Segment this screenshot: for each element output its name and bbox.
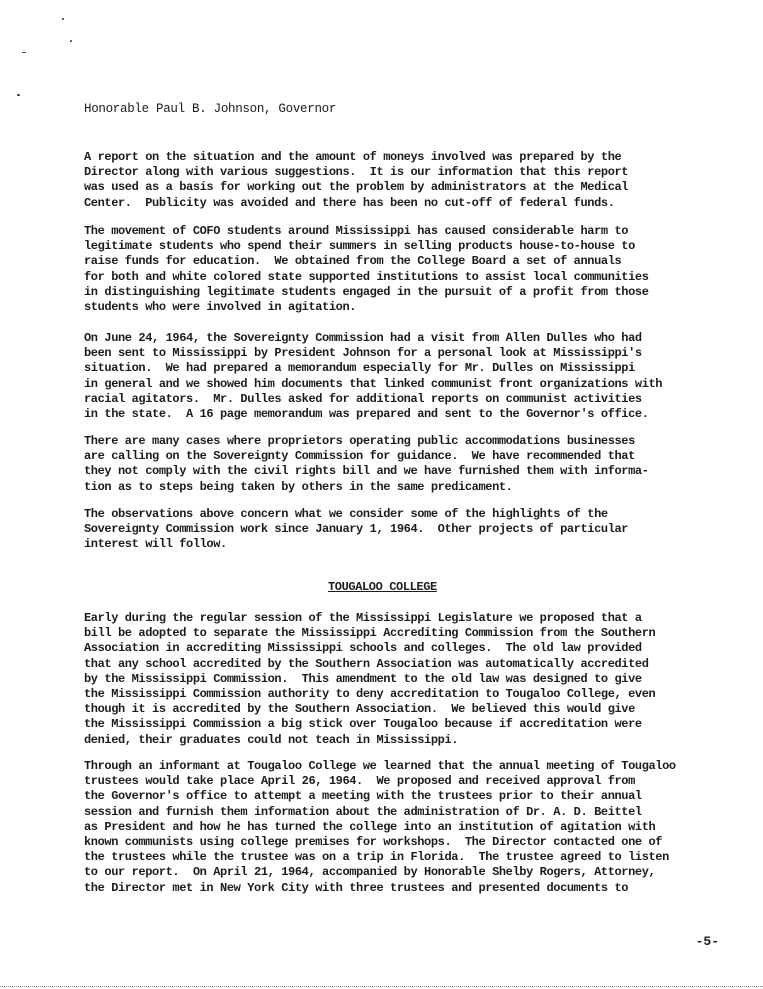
- paragraph-accrediting-commission: Early during the regular session of the Mississippi Legislature we proposed that a bill be adopted to separate the Mississippi Accrediting Commission from the Southern Association in accrediting Mississippi schools and colleges. The old law provided that any school accredited by the Southern Association was automatically accredited by the Mississippi Commission. This amendment to the old law was designed to give the Mississippi Commission authority to deny accreditation to Tougaloo College, even though it is accredited by the Southern Association. We believed this would give the Mississippi Commission a big stick over Tougaloo because if accreditation were denied, their graduates could not teach in Mississippi.: [84, 611, 656, 747]
- scan-speck: [17, 94, 20, 96]
- paragraph-cofo-students: The movement of COFO students around Mississippi has caused considerable harm to legitimate students who spend their summers in selling products house-to-house to raise funds for education. We obtained from the College Board a set of annuals for both and white colored state supported institutions to assist local communities in distinguishing legitimate students engaged in the pursuit of a profit from those students who were involved in agitation.: [84, 224, 649, 315]
- paragraph-allen-dulles-visit: On June 24, 1964, the Sovereignty Commission had a visit from Allen Dulles who had been sent to Mississippi by President Johnson for a personal look at Mississippi's situation. We had prepared a memorandum especially for Mr. Dulles on Mississippi in general and we showed him documents that linked communist front organizations with racial agitators. Mr. Dulles asked for additional reports on communist activities in the state. A 16 page memorandum was prepared and sent to the Governor's office.: [84, 331, 663, 422]
- section-heading-tougaloo: TOUGALOO COLLEGE: [328, 580, 437, 594]
- scan-speck: [70, 40, 72, 42]
- scan-speck: [62, 18, 64, 20]
- addressee-line: Honorable Paul B. Johnson, Governor: [84, 102, 337, 116]
- page-bottom-edge: [0, 986, 763, 987]
- page-number: -5-: [695, 934, 719, 949]
- paragraph-public-accommodations: There are many cases where proprietors operating public accommodations businesses are calling on the Sovereignty Commission for guidance. We have recommended that they not comply with the civil rights bill and we have furnished them with informa- tion as to steps being taken by others in the same predicament.: [84, 434, 649, 494]
- scan-speck: [22, 52, 26, 53]
- paragraph-medical-center-report: A report on the situation and the amount of moneys involved was prepared by the Director along with various suggestions. It is our information that this report was used as a basis for working out the problem by administrators at the Medical Center. Publicity was avoided and there has been no cut-off of federal funds.: [84, 150, 629, 210]
- paragraph-observations-summary: The observations above concern what we consider some of the highlights of the Sovereignty Commission work since January 1, 1964. Other projects of particular interest will follow.: [84, 507, 629, 552]
- paragraph-trustees-meeting: Through an informant at Tougaloo College we learned that the annual meeting of Tougaloo trustees would take place April 26, 1964. We proposed and received approval from the Governor's office to attempt a meeting with the trustees prior to their annual session and furnish them information about the administration of Dr. A. D. Beittel as President and how he has turned the college into an institution of agitation with known communists using college premises for workshops. The Director contacted one of the trustees while the trustee was on a trip in Florida. The trustee agreed to listen to our report. On April 21, 1964, accompanied by Honorable Shelby Rogers, Attorney, the Director met in New York City with three trustees and presented documents to: [84, 759, 676, 895]
